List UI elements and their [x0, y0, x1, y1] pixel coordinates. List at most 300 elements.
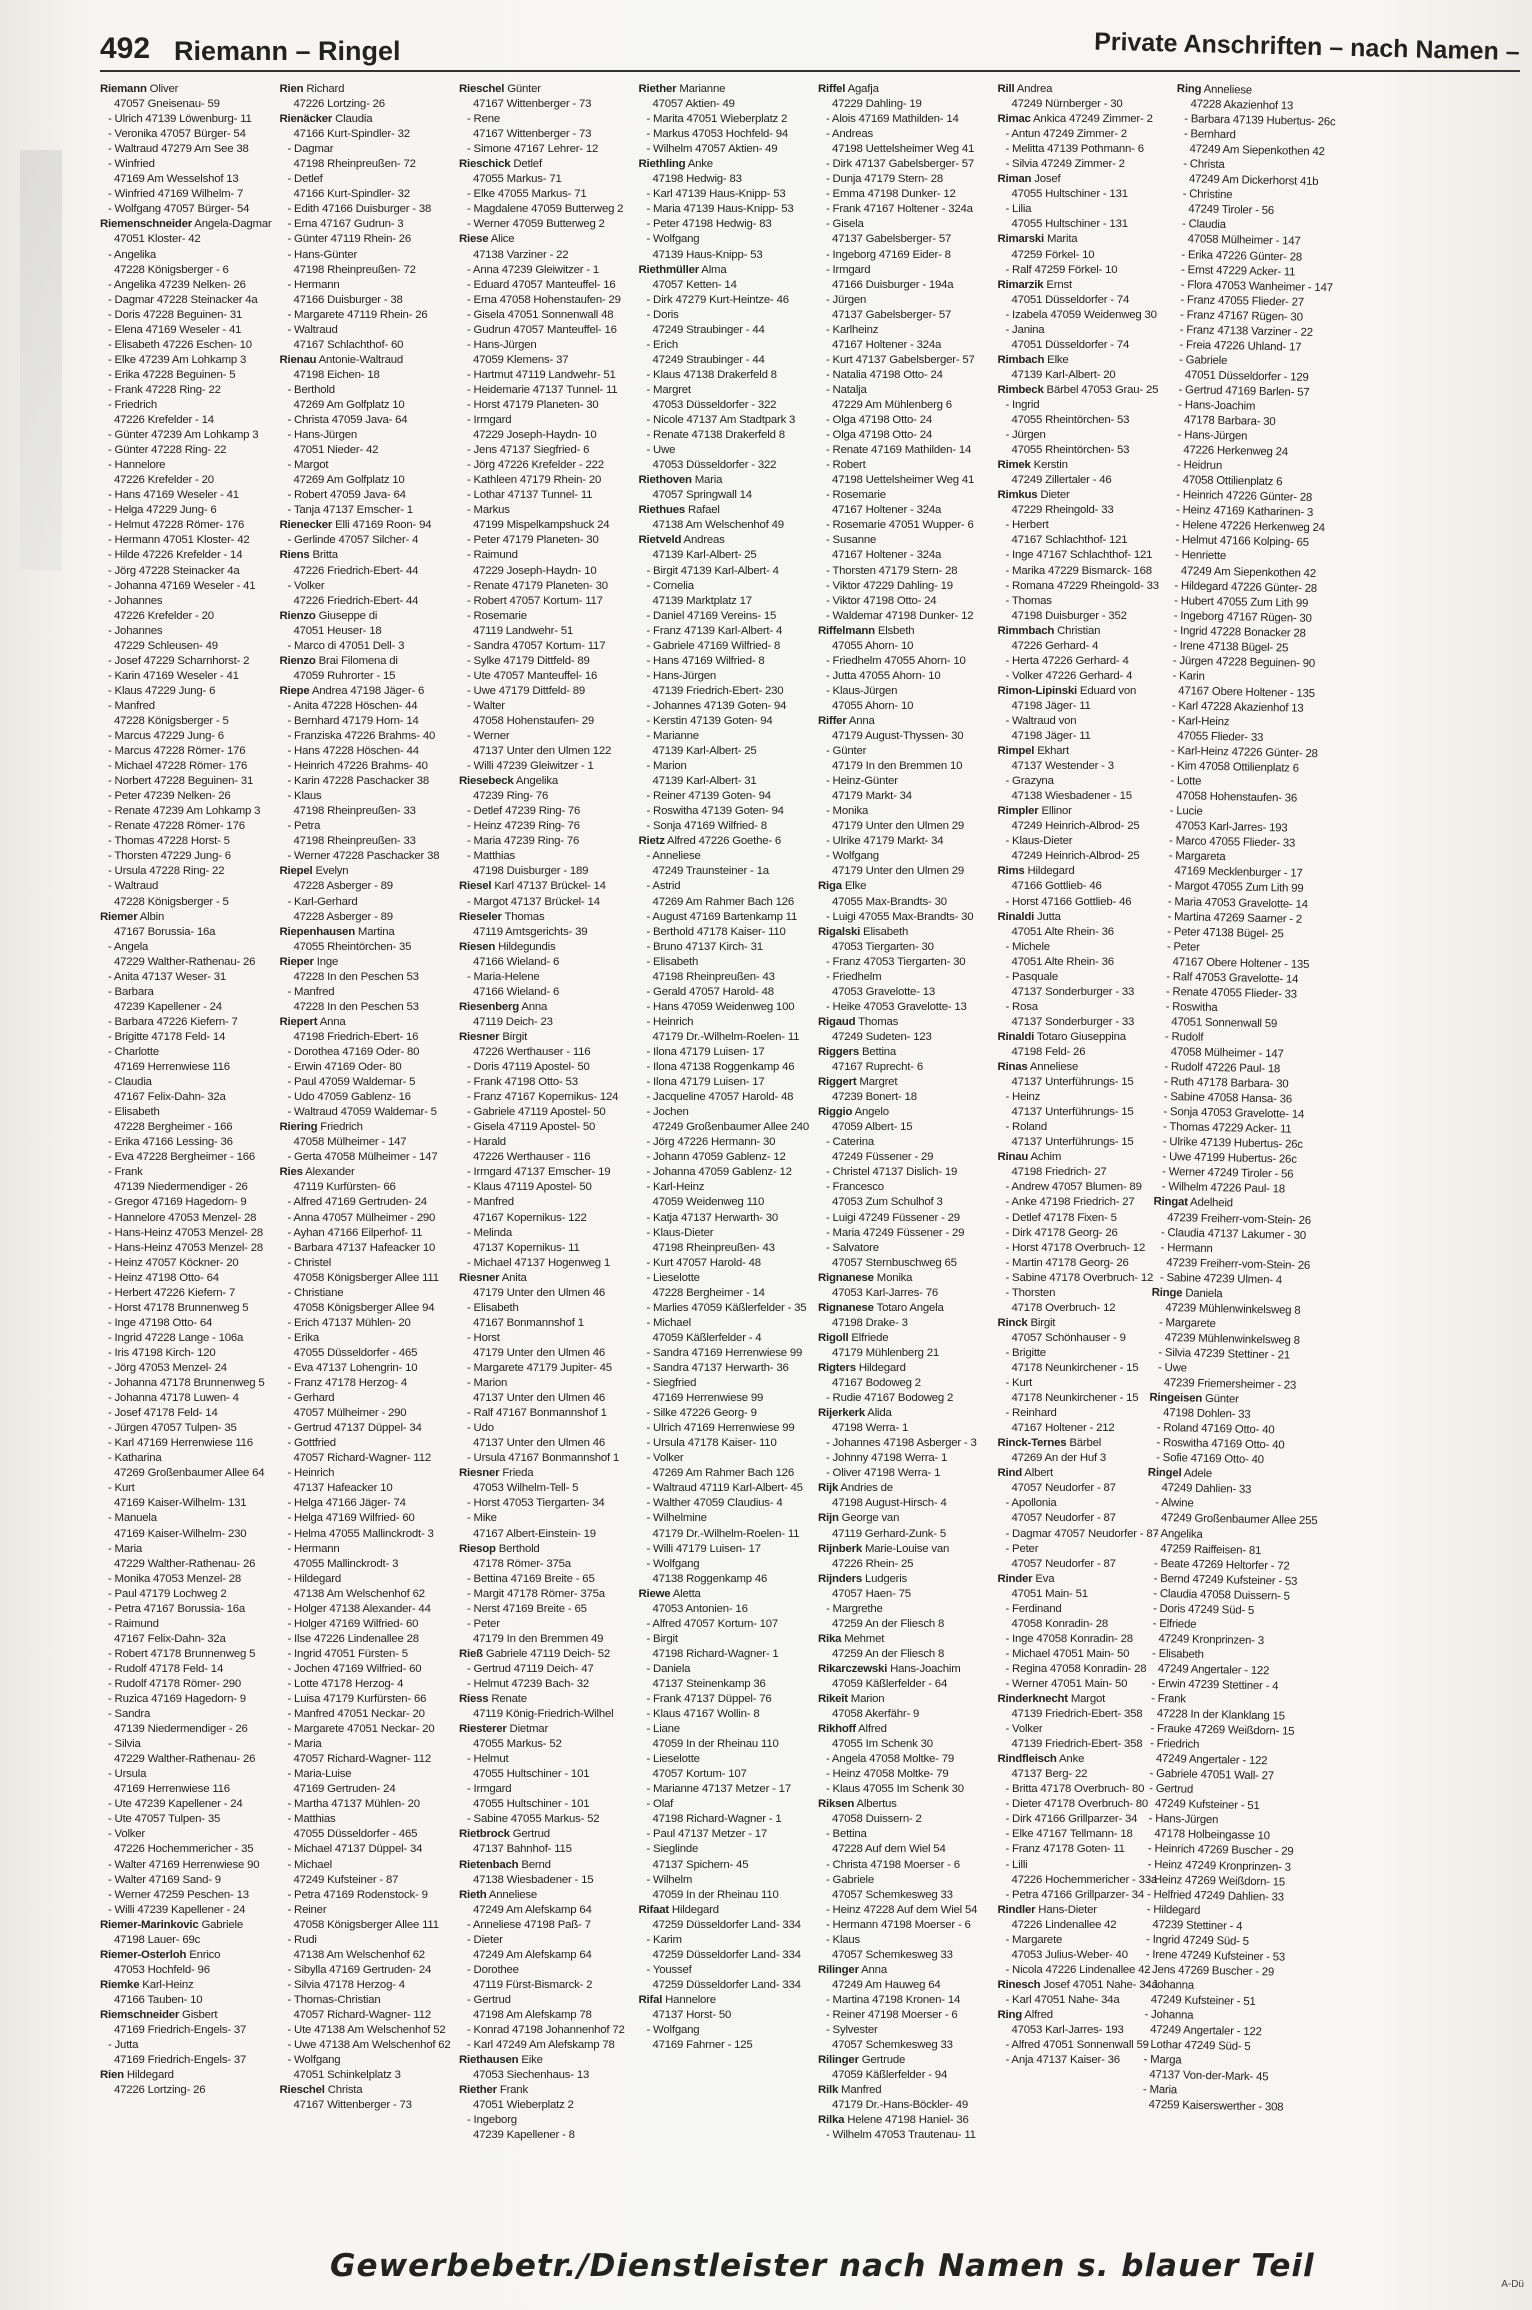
- entry-subentry: - Christa: [1183, 158, 1225, 172]
- entry-subentry: - Sylke 47179 Dittfeld- 89: [467, 654, 590, 667]
- entry-address: 47249 Straubinger - 44: [652, 353, 765, 366]
- entry-name: Rinck-Ternes Bärbel: [997, 1437, 1102, 1450]
- entry-address: 47198 Friedrich-Ebert- 16: [293, 1030, 419, 1043]
- entry-subentry: - Konrad 47198 Johannenhof 72: [467, 2024, 625, 2037]
- entry-address: 47167 Wittenberger - 73: [473, 98, 592, 111]
- entry-subentry: - Franz 47053 Tiergarten- 30: [826, 955, 966, 968]
- entry-subentry: - Ulrich 47139 Löwenburg- 11: [108, 113, 252, 126]
- entry-subentry: - Salvatore: [826, 1241, 879, 1254]
- entry-subentry: - Hans-Jürgen: [287, 429, 358, 442]
- entry-subentry: - Hans-Günter: [287, 248, 358, 261]
- entry-address: 47053 Hochfeld- 96: [114, 1963, 210, 1976]
- entry-address: 47226 Lindenallee 42: [1011, 1918, 1117, 1931]
- entry-subentry: - Michele: [1005, 940, 1050, 953]
- entry-address: 47249 Kufsteiner - 51: [1150, 1993, 1256, 2009]
- entry-subentry: - Peter 47138 Bügel- 25: [1167, 925, 1284, 941]
- entry-name: Ries Alexander: [279, 1166, 355, 1179]
- entry-subentry: - Roland 47169 Otto- 40: [1156, 1422, 1275, 1437]
- entry-address: 47198 Jäger- 11: [1011, 699, 1091, 712]
- entry-subentry: - Michael 47051 Main- 50: [1005, 1647, 1130, 1660]
- entry-subentry: - Gudrun 47057 Manteuffel- 16: [467, 323, 617, 336]
- entry-subentry: - Hildegard 47226 Günter- 28: [1174, 579, 1318, 595]
- entry-subentry: - Klaus-Jürgen: [826, 684, 898, 697]
- entry-address: 47226 Lortzing- 26: [114, 2084, 206, 2097]
- entry-name: Riesop Berthold: [459, 1542, 540, 1555]
- entry-subentry: - Franz 47138 Varziner - 22: [1179, 323, 1313, 339]
- entry-subentry: - Karl 47051 Nahe- 34a: [1005, 1993, 1120, 2006]
- entry-subentry: - Doris: [646, 308, 679, 321]
- entry-subentry: - Waldemar 47198 Dunker- 12: [826, 609, 974, 622]
- entry-subentry: - Renate 47239 Am Lohkamp 3: [108, 805, 261, 818]
- entry-address: 47169 Herrenwiese 99: [652, 1392, 764, 1405]
- entry-address: 47166 Tauben- 10: [114, 1993, 203, 2006]
- entry-subentry: - Ingrid: [1005, 398, 1040, 411]
- entry-address: 47198 Feld- 26: [1011, 1046, 1086, 1058]
- entry-address: 47119 Fürst-Bismarck- 2: [473, 1978, 593, 1991]
- entry-subentry: - Horst 47179 Planeten- 30: [467, 398, 599, 411]
- entry-subentry: - Frauke 47269 Weißdorn- 15: [1150, 1722, 1295, 1738]
- entry-address: 47198 Friedrich- 27: [1011, 1166, 1107, 1179]
- entry-address: 47057 Springwall 14: [652, 489, 752, 502]
- entry-subentry: - Sandra: [108, 1708, 151, 1721]
- entry-subentry: - Heidemarie 47137 Tunnel- 11: [467, 383, 618, 396]
- entry-address: 47057 Haen- 75: [832, 1587, 911, 1600]
- entry-subentry: - Johannes: [108, 594, 163, 607]
- entry-name: Riffelmann Elsbeth: [818, 624, 915, 637]
- entry-address: 47169 Mecklenburger - 17: [1174, 865, 1303, 881]
- entry-address: 47167 Schlachthof- 60: [293, 338, 404, 351]
- entry-address: 47259 Förkel- 10: [1011, 248, 1095, 261]
- entry-name: Riess Renate: [459, 1693, 527, 1706]
- entry-address: 47226 Friedrich-Ebert- 44: [293, 594, 419, 607]
- entry-address: 47137 Von-der-Mark- 45: [1149, 2069, 1269, 2084]
- entry-address: 47198 Richard-Wagner - 1: [652, 1813, 782, 1826]
- entry-address: 47226 Krefelder - 20: [114, 609, 214, 622]
- entry-subentry: - Herbert 47226 Kiefern- 7: [108, 1286, 236, 1299]
- entry-subentry: - Viktor 47198 Otto- 24: [826, 594, 937, 607]
- entry-address: 47055 Im Schenk 30: [832, 1738, 933, 1751]
- entry-name: Rikhoff Alfred: [818, 1723, 887, 1736]
- entry-address: 47057 Aktien- 49: [652, 98, 735, 111]
- entry-address: 47057 Kortum- 107: [652, 1768, 747, 1781]
- entry-address: 47057 Schönhauser - 9: [1011, 1331, 1126, 1344]
- entry-subentry: - Werner 47051 Main- 50: [1005, 1677, 1128, 1690]
- entry-subentry: - Petra 47167 Borussia- 16a: [108, 1602, 246, 1615]
- entry-address: 47228 In der Klanklang 15: [1156, 1707, 1285, 1723]
- entry-address: 47059 Käßlerfelder - 64: [832, 1677, 948, 1690]
- entry-name: Rienecker Elli 47169 Roon- 94: [279, 519, 432, 532]
- entry-subentry: - Klaus 47055 Im Schenk 30: [826, 1783, 964, 1796]
- entry-subentry: - Magdalene 47059 Butterweg 2: [467, 203, 624, 216]
- entry-subentry: - Berthold 47178 Kaiser- 110: [646, 925, 786, 938]
- entry-subentry: - Wolfgang: [646, 233, 700, 246]
- entry-subentry: - Rudolf 47226 Paul- 18: [1164, 1060, 1281, 1076]
- entry-name: Riether Marianne: [638, 83, 726, 95]
- entry-subentry: - Renate 47138 Drakerfeld 8: [646, 429, 785, 442]
- entry-subentry: - Gabriele 47169 Wilfried- 8: [646, 639, 781, 652]
- entry-subentry: - Gertrud 47119 Deich- 47: [467, 1662, 594, 1675]
- entry-subentry: - Marcus 47228 Römer- 176: [108, 745, 246, 758]
- entry-address: 47228 In den Peschen 53: [293, 970, 419, 983]
- entry-subentry: - Marco 47055 Flieder- 33: [1168, 835, 1296, 850]
- listing-columns: [100, 82, 1530, 2227]
- entry-subentry: - Günter 47228 Ring- 22: [108, 444, 227, 457]
- entry-subentry: - Gregor 47169 Hagedorn- 9: [108, 1196, 247, 1209]
- entry-address: 47139 Niedermendiger - 26: [114, 1723, 248, 1736]
- entry-subentry: - Manfred: [467, 1196, 514, 1209]
- entry-subentry: - Jörg 47053 Menzel- 24: [108, 1361, 227, 1374]
- entry-subentry: - Ingrid 47228 Bonacker 28: [1173, 624, 1306, 640]
- entry-subentry: - Alfred 47169 Gertruden- 24: [287, 1196, 427, 1209]
- entry-address: 47055 Hultschiner - 101: [473, 1768, 590, 1781]
- entry-subentry: - Grazyna: [1005, 775, 1054, 788]
- entry-subentry: - Helga 47229 Jung- 6: [108, 504, 217, 517]
- entry-subentry: - Hermann: [287, 1542, 340, 1555]
- entry-address: 47259 Düsseldorfer Land- 334: [652, 1978, 801, 1991]
- entry-subentry: - Elena 47169 Weseler - 41: [108, 323, 242, 336]
- entry-name: Rignanese Totaro Angela: [818, 1301, 944, 1314]
- entry-subentry: - Rosa: [1005, 1000, 1038, 1013]
- entry-subentry: - Marga: [1143, 2053, 1182, 2067]
- entry-name: Riesterer Dietmar: [459, 1723, 549, 1736]
- entry-name: Riethues Rafael: [638, 504, 720, 517]
- listing-column-2: [280, 82, 454, 2227]
- entry-address: 47169 Kaiser-Wilhelm- 131: [114, 1497, 247, 1510]
- entry-subentry: - Claudia: [1181, 218, 1226, 232]
- entry-address: 47249 Angertaler - 122: [1157, 1662, 1270, 1678]
- entry-address: 47249 Traunsteiner - 1a: [652, 865, 769, 878]
- entry-name: Ring Anneliese: [1176, 82, 1253, 97]
- entry-subentry: - Wolfgang: [646, 2024, 700, 2037]
- entry-name: Rimbach Elke: [997, 353, 1069, 366]
- entry-subentry: - Friedrich: [1150, 1737, 1200, 1751]
- entry-subentry: - Heinz 47169 Katharinen- 3: [1175, 504, 1314, 520]
- entry-subentry: - Silvia 47239 Stettiner - 21: [1158, 1346, 1291, 1362]
- entry-subentry: - Johanna 47178 Luwen- 4: [108, 1392, 239, 1405]
- entry-subentry: - Christine: [1182, 188, 1233, 202]
- entry-address: 47058 Ottilienplatz 6: [1182, 474, 1283, 489]
- entry-address: 47119 König-Friedrich-Wilhel: [473, 1708, 614, 1721]
- entry-name: Riesenberg Anna: [459, 1000, 548, 1013]
- entry-address: 47137 Bahnhof- 115: [473, 1843, 572, 1856]
- entry-subentry: - Jutta 47055 Ahorn- 10: [826, 669, 941, 682]
- entry-subentry: - Jens 47269 Buscher - 29: [1145, 1963, 1275, 1979]
- entry-name: Riemer-Marinkovic Gabriele: [100, 1918, 243, 1931]
- entry-subentry: - Margarete 47051 Neckar- 20: [287, 1723, 435, 1736]
- entry-subentry: - Robert 47057 Kortum- 117: [467, 594, 603, 607]
- entry-subentry: - Karl-Heinz 47226 Günter- 28: [1170, 745, 1318, 761]
- entry-subentry: - Manfred: [287, 985, 335, 998]
- entry-subentry: - Andrew 47057 Blumen- 89: [1005, 1181, 1142, 1194]
- entry-subentry: - Kurt: [108, 1482, 135, 1495]
- entry-subentry: - Josef 47229 Scharnhorst- 2: [108, 654, 250, 667]
- entry-name: Rignanese Monika: [818, 1271, 913, 1284]
- entry-address: 47137 Westender - 3: [1011, 760, 1114, 773]
- entry-subentry: - Christiane: [287, 1286, 344, 1299]
- entry-name: Rijk Andries de: [818, 1482, 893, 1495]
- entry-subentry: - Natalja: [826, 383, 867, 396]
- entry-address: 47226 Friedrich-Ebert- 44: [293, 564, 419, 577]
- entry-subentry: - Johanna 47178 Brunnenweg 5: [108, 1377, 265, 1390]
- entry-subentry: - Nicola 47226 Lindenallee 42: [1005, 1963, 1151, 1976]
- entry-subentry: - Karl 47249 Am Alefskamp 78: [467, 2039, 615, 2052]
- entry-subentry: - Karl-Heinz: [646, 1181, 705, 1194]
- entry-address: 47198 Werra- 1: [832, 1422, 909, 1435]
- entry-name: Rimkus Dieter: [997, 489, 1070, 502]
- entry-subentry: - Harald: [467, 1136, 506, 1149]
- entry-subentry: - Walter: [467, 699, 505, 712]
- entry-subentry: - Hans-Heinz 47053 Menzel- 28: [108, 1226, 264, 1239]
- entry-address: 47167 Albert-Einstein- 19: [473, 1527, 596, 1540]
- entry-name: Riffel Agafja: [818, 83, 879, 95]
- entry-subentry: - Irmgard: [467, 1783, 512, 1796]
- entry-subentry: - Anja 47137 Kaiser- 36: [1005, 2054, 1120, 2067]
- entry-name: Rilinger Gertrude: [818, 2054, 906, 2067]
- entry-address: 47057 Gneisenau- 59: [114, 98, 220, 111]
- entry-name: Rimek Kerstin: [997, 459, 1068, 472]
- entry-address: 47139 Haus-Knipp- 53: [652, 248, 763, 261]
- entry-address: 47179 Markt- 34: [832, 790, 912, 803]
- entry-address: 47259 Düsseldorfer Land- 334: [652, 1918, 801, 1931]
- entry-address: 47169 Friedrich-Engels- 37: [114, 2024, 247, 2037]
- entry-subentry: - Rudolf 47178 Feld- 14: [108, 1662, 224, 1675]
- entry-subentry: - Peter: [1166, 940, 1200, 954]
- entry-address: 47055 Ahorn- 10: [832, 699, 914, 712]
- entry-subentry: - Rudolf: [1164, 1030, 1204, 1044]
- entry-subentry: - Elisabeth: [467, 1301, 519, 1314]
- entry-address: 47167 Bodoweg 2: [832, 1377, 921, 1390]
- entry-address: 47137 Hafeacker 10: [293, 1482, 393, 1495]
- entry-subentry: - Liane: [646, 1723, 680, 1736]
- entry-subentry: - Jens 47137 Siegfried- 6: [467, 444, 590, 457]
- entry-address: 47053 Siechenhaus- 13: [473, 2069, 590, 2082]
- entry-subentry: - Romana 47229 Rheingold- 33: [1005, 579, 1159, 592]
- entry-subentry: - Klaus-Dieter: [1005, 835, 1073, 848]
- entry-subentry: - Franz 47167 Kopernikus- 124: [467, 1091, 619, 1104]
- entry-address: 47166 Wieland- 6: [473, 955, 560, 968]
- entry-subentry: - Irmgard 47137 Emscher- 19: [467, 1166, 611, 1179]
- entry-address: 47059 In der Rheinau 110: [652, 1888, 779, 1901]
- entry-subentry: - Ursula 47167 Bonmannshof 1: [467, 1452, 620, 1465]
- entry-subentry: - Gabriele 47119 Apostel- 50: [467, 1106, 606, 1119]
- entry-subentry: - Erika: [287, 1331, 320, 1344]
- entry-name: Rien Richard: [279, 83, 345, 95]
- entry-address: 47249 Tiroler - 56: [1188, 203, 1275, 218]
- entry-name: Rijn George van: [818, 1512, 900, 1525]
- entry-name: Riemer-Osterloh Enrico: [100, 1948, 221, 1961]
- entry-subentry: - Doris 47249 Süd- 5: [1152, 1602, 1255, 1617]
- entry-subentry: - Freia 47226 Uhland- 17: [1179, 338, 1302, 354]
- entry-subentry: - Maria 47053 Gravelotte- 14: [1167, 895, 1308, 911]
- entry-address: 47198 Rheinpreußen- 43: [652, 1241, 775, 1254]
- entry-subentry: - Alwine: [1155, 1497, 1194, 1511]
- entry-subentry: - Karl 47169 Herrenwiese 116: [108, 1437, 253, 1450]
- entry-subentry: - Horst 47178 Brunnenweg 5: [108, 1301, 249, 1314]
- entry-address: 47053 Karl-Jarres- 76: [832, 1286, 938, 1299]
- entry-address: 47138 Am Welschenhof 62: [293, 1948, 425, 1961]
- entry-subentry: - Gertrud: [467, 1993, 511, 2006]
- entry-name: Riesner Frieda: [459, 1467, 534, 1480]
- entry-subentry: - Jochen 47169 Wilfried- 60: [287, 1662, 422, 1675]
- entry-subentry: - Margit 47178 Römer- 375a: [467, 1587, 605, 1600]
- entry-subentry: - Elke 47055 Markus- 71: [467, 188, 587, 201]
- entry-name: Riether Frank: [459, 2084, 528, 2097]
- entry-subentry: - Britta 47178 Overbruch- 80: [1005, 1783, 1145, 1796]
- entry-address: 47055 Mallinckrodt- 3: [293, 1557, 399, 1570]
- entry-subentry: - Ilse 47226 Lindenallee 28: [287, 1632, 419, 1645]
- entry-subentry: - Dunja 47179 Stern- 28: [826, 173, 943, 186]
- entry-name: Rigoll Elfriede: [818, 1331, 889, 1344]
- entry-subentry: - Daniela: [646, 1662, 691, 1675]
- entry-subentry: - Erich: [646, 338, 679, 351]
- entry-subentry: - Holger 47169 Wilfried- 60: [287, 1617, 419, 1630]
- entry-subentry: - Waltraud: [287, 323, 338, 336]
- entry-name: Rietbrock Gertrud: [459, 1828, 550, 1841]
- entry-address: 47239 Mühlenwinkelsweg 8: [1164, 1331, 1300, 1347]
- entry-address: 47055 Rheintörchen- 35: [293, 940, 412, 953]
- entry-name: Rinaldi Jutta: [997, 910, 1061, 923]
- entry-address: 47137 Unter den Ulmen 46: [473, 1437, 605, 1450]
- entry-subentry: - Angela 47058 Moltke- 79: [826, 1753, 954, 1766]
- entry-subentry: - Franz 47167 Rügen- 30: [1179, 308, 1303, 324]
- entry-subentry: - Petra 47169 Rodenstock- 9: [287, 1888, 428, 1901]
- entry-subentry: - Roswitha 47139 Goten- 94: [646, 805, 784, 818]
- entry-address: 47198 Am Alefskamp 78: [473, 2009, 592, 2021]
- entry-subentry: - Lothar 47137 Tunnel- 11: [467, 489, 593, 502]
- entry-address: 47239 Kapellener - 24: [114, 1000, 222, 1013]
- entry-address: 47139 Karl-Albert- 25: [652, 549, 757, 562]
- entry-name: Rienzo Brai Filomena di: [279, 654, 398, 667]
- entry-subentry: - Hans-Jürgen: [646, 669, 717, 682]
- entry-subentry: - Peter: [467, 1617, 500, 1630]
- entry-address: 47055 Rheintörchen- 53: [1011, 444, 1130, 457]
- entry-subentry: - Emma 47198 Dunker- 12: [826, 188, 956, 201]
- entry-subentry: - Detlef 47178 Fixen- 5: [1005, 1211, 1117, 1224]
- entry-subentry: - Elke 47167 Tellmann- 18: [1005, 1828, 1133, 1841]
- entry-address: 47057 Ketten- 14: [652, 278, 737, 291]
- entry-address: 47228 Auf dem Wiel 54: [832, 1843, 946, 1856]
- entry-address: 47167 Wittenberger - 73: [473, 128, 592, 141]
- entry-subentry: - Dieter 47178 Overbruch- 80: [1005, 1798, 1149, 1811]
- entry-subentry: - Ingrid 47051 Fürsten- 5: [287, 1647, 408, 1660]
- entry-subentry: - Eduard 47057 Manteuffel- 16: [467, 278, 616, 291]
- entry-address: 47249 Dahlien- 33: [1161, 1482, 1252, 1497]
- entry-name: Rinau Achim: [997, 1151, 1062, 1164]
- entry-subentry: - Frank 47137 Düppel- 76: [646, 1693, 772, 1706]
- entry-subentry: - Sibylla 47169 Gertruden- 24: [287, 1963, 432, 1976]
- entry-subentry: - Helmut 47228 Römer- 176: [108, 519, 245, 532]
- entry-address: 47137 Horst- 50: [652, 2009, 732, 2021]
- entry-subentry: - Uwe 47179 Dittfeld- 89: [467, 684, 586, 697]
- entry-address: 47058 Duissern- 2: [832, 1813, 922, 1826]
- entry-subentry: - Francesco: [826, 1181, 884, 1194]
- entry-subentry: - Lilia: [1005, 203, 1032, 216]
- entry-subentry: - Apollonia: [1005, 1497, 1057, 1510]
- entry-address: 47058 Hohenstaufen- 36: [1175, 790, 1298, 805]
- entry-name: Riesner Anita: [459, 1271, 527, 1284]
- entry-subentry: - Jürgen: [826, 293, 867, 306]
- entry-subentry: - Veronika 47057 Bürger- 54: [108, 128, 246, 141]
- entry-subentry: - Hannelore: [108, 459, 166, 472]
- entry-subentry: - Jörg 47228 Steinacker 4a: [108, 564, 240, 577]
- entry-name: Riepenhausen Martina: [279, 925, 395, 938]
- entry-address: 47053 Gravelotte- 13: [832, 985, 936, 998]
- entry-subentry: - Simone 47167 Lehrer- 12: [467, 143, 599, 156]
- entry-subentry: - Christa 47198 Moerser - 6: [826, 1858, 960, 1871]
- entry-subentry: - Hilde 47226 Krefelder - 14: [108, 549, 243, 562]
- entry-name: Rigters Hildegard: [818, 1361, 906, 1374]
- entry-subentry: - Claudia 47137 Lakumer - 30: [1160, 1226, 1307, 1242]
- entry-subentry: - Herbert: [1005, 519, 1049, 532]
- entry-subentry: - Sabine 47239 Ulmen- 4: [1159, 1271, 1283, 1287]
- entry-address: 47239 Bonert- 18: [832, 1091, 917, 1104]
- entry-address: 47269 Am Golfplatz 10: [293, 474, 405, 487]
- entry-address: 47167 Holtener - 212: [1011, 1422, 1115, 1435]
- entry-address: 47179 Unter den Ulmen 29: [832, 865, 964, 878]
- entry-address: 47055 Flieder- 33: [1177, 730, 1264, 744]
- entry-subentry: - Renate 47179 Planeten- 30: [467, 579, 608, 592]
- entry-name: Riemke Karl-Heinz: [100, 1978, 194, 1991]
- entry-address: 47169 Herrenwiese 116: [114, 1783, 230, 1796]
- entry-address: 47198 Richard-Wagner- 1: [652, 1647, 779, 1660]
- entry-subentry: - Sonja 47169 Wilfried- 8: [646, 820, 767, 833]
- entry-subentry: - Horst 47166 Gottlieb- 46: [1005, 895, 1132, 908]
- entry-subentry: - Ute 47138 Am Welschenhof 52: [287, 2024, 446, 2037]
- entry-subentry: - Gertrud: [1149, 1783, 1194, 1797]
- entry-subentry: - Reinhard: [1005, 1407, 1057, 1420]
- entry-address: 47057 Schemkesweg 33: [832, 2039, 953, 2052]
- entry-subentry: - Reiner 47139 Goten- 94: [646, 790, 771, 803]
- entry-name: Rienzo Giuseppe di: [279, 609, 378, 622]
- entry-subentry: - Klaus: [287, 790, 322, 803]
- entry-subentry: - Jürgen 47057 Tulpen- 35: [108, 1422, 237, 1435]
- entry-subentry: - Gisela: [826, 218, 864, 231]
- entry-subentry: - Anneliese: [646, 850, 701, 863]
- entry-subentry: - Nicole 47137 Am Stadtpark 3: [646, 414, 796, 427]
- entry-subentry: - Melinda: [467, 1226, 513, 1239]
- entry-subentry: - Jörg 47226 Hermann- 30: [646, 1136, 776, 1149]
- entry-subentry: - Gisela 47051 Sonnenwall 48: [467, 308, 614, 321]
- entry-subentry: - Kim 47058 Ottilienplatz 6: [1170, 760, 1299, 775]
- entry-subentry: - Inge 47198 Otto- 64: [108, 1316, 213, 1329]
- entry-address: 47057 Richard-Wagner- 112: [293, 2009, 431, 2021]
- entry-subentry: - Beate 47269 Heltorfer - 72: [1153, 1557, 1290, 1573]
- entry-subentry: - Marion: [467, 1377, 508, 1390]
- entry-name: Riesen Hildegundis: [459, 940, 556, 953]
- entry-subentry: - Ruzica 47169 Hagedorn- 9: [108, 1693, 246, 1706]
- entry-subentry: - Pasquale: [1005, 970, 1058, 983]
- entry-address: 47229 Joseph-Haydn- 10: [473, 429, 597, 442]
- entry-address: 47249 Am Alefskamp 64: [473, 1903, 592, 1916]
- entry-subentry: - Michael 47137 Düppel- 34: [287, 1843, 423, 1856]
- entry-subentry: - Barbara: [108, 985, 154, 998]
- entry-address: 47055 Hultschiner - 131: [1011, 218, 1128, 231]
- entry-address: 47249 Am Siepenkothen 42: [1180, 564, 1317, 580]
- entry-subentry: - Karin: [1172, 669, 1205, 683]
- entry-address: 47053 Antonien- 16: [652, 1602, 748, 1615]
- entry-subentry: - Peter 47239 Nelken- 26: [108, 790, 231, 803]
- entry-subentry: - Barbara 47139 Hubertus- 26c: [1184, 113, 1336, 129]
- entry-subentry: - Dorothea 47169 Oder- 80: [287, 1046, 420, 1058]
- entry-subentry: - Waltraud 47119 Karl-Albert- 45: [646, 1482, 803, 1495]
- entry-subentry: - Ute 47239 Kapellener - 24: [108, 1798, 243, 1811]
- entry-name: Rieper Inge: [279, 955, 339, 968]
- entry-address: 47249 Angertaler - 122: [1155, 1753, 1268, 1768]
- entry-subentry: - Helga 47169 Wilfried- 60: [287, 1512, 415, 1525]
- entry-address: 47137 Unter den Ulmen 122: [473, 745, 612, 758]
- entry-subentry: - Margarete 47119 Rhein- 26: [287, 308, 428, 321]
- entry-subentry: - Anita 47137 Weser- 31: [108, 970, 227, 983]
